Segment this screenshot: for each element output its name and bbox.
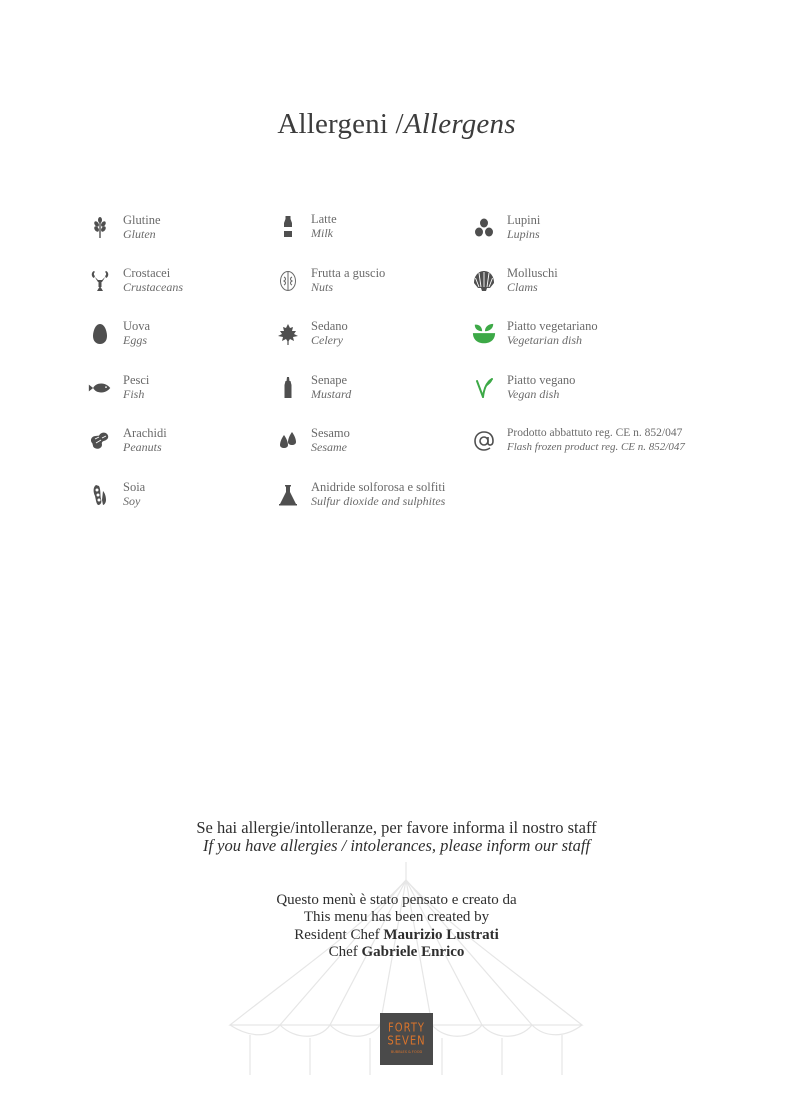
allergen-label: Frutta a guscio: [311, 266, 386, 280]
allergen-translation: Vegetarian dish: [507, 333, 582, 347]
allergen-translation: Sesame: [311, 440, 347, 454]
forty-seven-logo: [380, 1013, 433, 1065]
mustard-bottle-icon: [274, 374, 302, 402]
allergen-label: Piatto vegano: [507, 373, 576, 387]
allergen-vegan: [470, 374, 710, 414]
allergen-label: Crostacei: [123, 266, 171, 280]
allergen-translation: Vegan dish: [507, 387, 560, 401]
fish-icon: [86, 374, 114, 402]
allergen-clams: [470, 267, 710, 307]
vegan-sprout-icon: [470, 374, 498, 402]
title-italic: Allergens: [403, 108, 516, 140]
allergen-label: Molluschi: [507, 266, 558, 280]
allergen-label: Prodotto abbattuto reg. CE n. 852/047: [507, 427, 683, 439]
allergen-label: Sedano: [311, 319, 348, 333]
allergen-translation: Eggs: [123, 333, 147, 347]
chef-name: Gabriele Enrico: [361, 944, 465, 960]
allergen-translation: Soy: [123, 494, 141, 508]
allergen-translation: Clams: [507, 280, 538, 294]
wheat-icon: [86, 214, 114, 242]
allergen-label: Senape: [311, 373, 348, 387]
allergen-translation: Gluten: [123, 227, 156, 241]
resident-chef-name: Maurizio Lustrati: [383, 927, 499, 943]
allergen-translation: Mustard: [311, 387, 352, 401]
flask-icon: [274, 481, 302, 509]
allergen-label: Arachidi: [123, 426, 167, 440]
allergen-label: Piatto vegetariano: [507, 319, 598, 333]
allergen-label: Anidride solforosa e solfiti: [311, 480, 446, 494]
allergen-translation: Crustaceans: [123, 280, 183, 294]
shell-icon: [470, 267, 498, 295]
logo-word-seven: SEVEN: [387, 1034, 426, 1048]
soy-icon: [86, 481, 114, 509]
allergen-label: Latte: [311, 212, 337, 226]
allergen-translation: Lupins: [507, 227, 540, 241]
allergen-translation: Fish: [123, 387, 145, 401]
milk-bottle-icon: [274, 213, 302, 241]
resident-chef-line: [0, 927, 793, 944]
allergen-translation: Nuts: [311, 280, 334, 294]
peanut-icon: [86, 427, 114, 455]
title-main: Allergeni /: [277, 108, 404, 140]
lupin-icon: [470, 214, 498, 242]
at-sign-icon: [470, 427, 498, 455]
allergen-label: Glutine: [123, 213, 161, 227]
logo-word-forty: FORTY: [387, 1021, 426, 1035]
allergen-label: Pesci: [123, 373, 150, 387]
allergy-notice-italian: Se hai allergie/intolleranze, per favore informa il nostro staff: [196, 818, 597, 837]
celery-leaf-icon: [274, 320, 302, 348]
credit-line-italian: Questo menù è stato pensato e creato da: [276, 892, 517, 908]
allergen-translation: Sulfur dioxide and sulphites: [311, 494, 446, 508]
allergen-flash-frozen: [470, 427, 770, 467]
chef-line: [0, 944, 793, 961]
credit-line-english: This menu has been created by: [303, 909, 490, 925]
allergen-translation: Celery: [311, 333, 343, 347]
allergen-vegetarian: [470, 320, 710, 360]
allergen-lupins: [470, 214, 710, 254]
allergen-label: Uova: [123, 319, 151, 333]
allergy-notice-english: If you have allergies / intolerances, please inform our staff: [202, 836, 591, 855]
logo-tagline: BUBBLES & FOOD: [390, 1049, 423, 1054]
allergen-translation: Flash frozen product reg. CE n. 852/047: [507, 441, 685, 453]
allergen-translation: Peanuts: [123, 440, 162, 454]
lobster-icon: [86, 267, 114, 295]
chef-prefix: Chef: [328, 944, 362, 960]
resident-chef-prefix: Resident Chef: [294, 927, 384, 943]
allergen-sulphites: [274, 481, 514, 521]
vegetarian-bowl-icon: [470, 320, 498, 348]
nut-icon: [274, 267, 302, 295]
allergen-translation: Milk: [311, 226, 333, 240]
allergen-label: Soia: [123, 480, 146, 494]
allergen-label: Lupini: [507, 213, 541, 227]
allergen-label: Sesamo: [311, 426, 350, 440]
sesame-icon: [274, 427, 302, 455]
egg-icon: [86, 320, 114, 348]
